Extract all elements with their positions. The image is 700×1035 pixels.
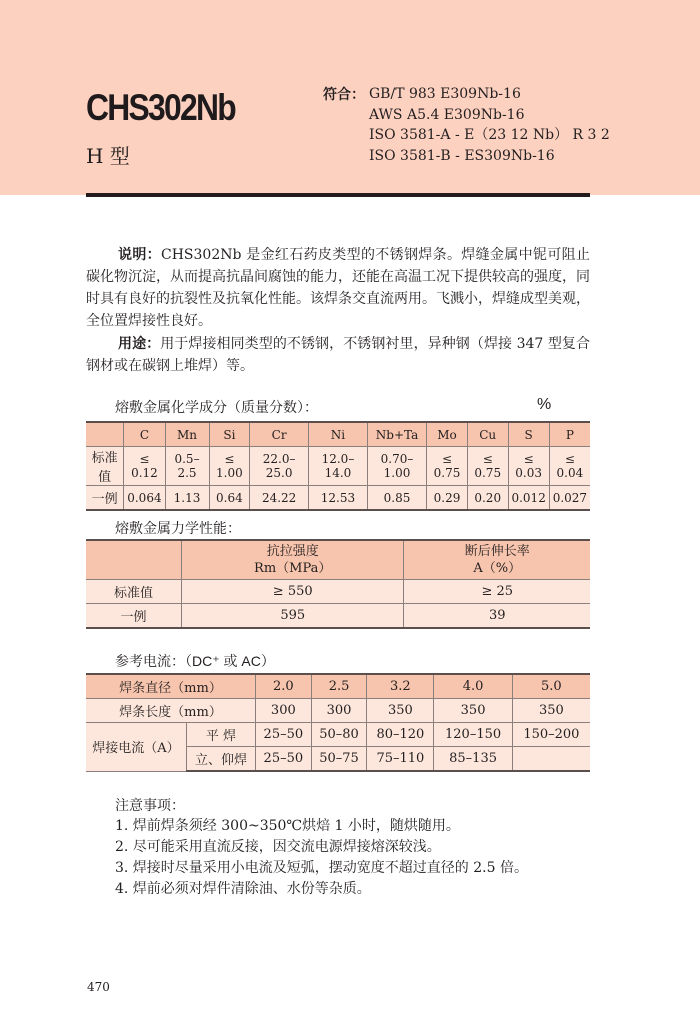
table-header-cell: Cu [467, 422, 508, 447]
table-cell: 50–75 [311, 747, 367, 772]
row-label: 标准值 [86, 580, 182, 604]
table-cell: 300 [311, 699, 367, 723]
standard-item: AWS A5.4 E309Nb-16 [369, 106, 525, 123]
table-cell: 595 [182, 604, 404, 629]
standard-item: ISO 3581-A - E（23 12 Nb） R 3 2 [369, 127, 610, 143]
table-cell: 0.5–2.5 [165, 447, 209, 486]
standard-item: ISO 3581-B - ES309Nb-16 [369, 147, 555, 164]
explain-paragraph [86, 243, 590, 332]
table-row [86, 580, 590, 604]
table-cell: 39 [404, 604, 590, 629]
mechanical-title: 熔敷金属力学性能： [115, 520, 241, 536]
mechanical-table [86, 539, 590, 629]
table-header-row [86, 674, 590, 699]
header-divider [86, 193, 590, 197]
table-cell: 0.64 [209, 486, 250, 511]
header-line: Rm（MPa） [254, 561, 332, 576]
table-header-cell: 4.0 [434, 674, 512, 699]
table-cell: 22.0–25.0 [250, 447, 309, 486]
table-cell: 12.0–14.0 [309, 447, 368, 486]
table-header-cell: 2.0 [256, 674, 312, 699]
table-cell: 350 [512, 699, 590, 723]
table-header-row [86, 422, 590, 447]
table-header-cell: Mo [427, 422, 468, 447]
header-line: 抗拉强度 [266, 544, 319, 559]
header-line: 断后伸长率 [464, 544, 530, 559]
usage-label: 用途： [118, 335, 161, 351]
chemical-table [86, 421, 590, 511]
table-row [86, 723, 590, 747]
table-cell: 24.22 [250, 486, 309, 511]
table-row [86, 604, 590, 629]
table-cell: 0.064 [124, 486, 165, 511]
table-header-cell: Si [209, 422, 250, 447]
table-header-row [86, 540, 590, 580]
table-cell: ≤ 0.75 [467, 447, 508, 486]
table-cell: 0.70–1.00 [367, 447, 426, 486]
row-label: 一例 [86, 604, 182, 629]
table-cell: 85–135 [434, 747, 512, 772]
page-number: 470 [87, 980, 110, 994]
table-cell: 0.85 [367, 486, 426, 511]
chemical-title: 熔敷金属化学成分（质量分数）： [115, 399, 318, 415]
chemical-unit: % [537, 396, 552, 413]
table-cell: 0.027 [549, 486, 590, 511]
note-item: 1. 焊前焊条须经 300~350℃烘焙 1 小时，随烘随用。 [115, 818, 460, 834]
table-header-cell [182, 540, 404, 580]
table-header-cell: S [508, 422, 549, 447]
table-header-cell: 5.0 [512, 674, 590, 699]
note-item: 3. 焊接时尽量采用小电流及短弧，摆动宽度不超过直径的 2.5 倍。 [115, 860, 528, 876]
table-cell: 0.29 [427, 486, 468, 511]
table-header-cell: P [549, 422, 590, 447]
current-title: 参考电流：（DC⁺ 或 AC） [115, 653, 275, 669]
table-cell: 25–50 [256, 723, 312, 747]
table-cell: ≥ 550 [182, 580, 404, 604]
table-cell: 0.20 [467, 486, 508, 511]
table-cell [86, 540, 182, 580]
table-header-cell: 3.2 [367, 674, 434, 699]
table-cell [512, 747, 590, 772]
usage-paragraph [86, 332, 590, 377]
table-header-cell: Cr [250, 422, 309, 447]
standards-label: 符合： [323, 86, 365, 102]
row-label: 一例 [86, 486, 124, 511]
table-cell: 0.012 [508, 486, 549, 511]
table-header-cell [404, 540, 590, 580]
table-header-cell: Nb+Ta [367, 422, 426, 447]
table-cell: 12.53 [309, 486, 368, 511]
table-cell: ≤ 0.12 [124, 447, 165, 486]
description [86, 243, 590, 377]
table-cell: 150–200 [512, 723, 590, 747]
notes [115, 795, 528, 900]
table-cell: 350 [434, 699, 512, 723]
table-cell: 75–110 [367, 747, 434, 772]
note-item: 2. 尽可能采用直流反接，因交流电源焊接熔深较浅。 [115, 839, 441, 855]
table-header-cell: 2.5 [311, 674, 367, 699]
row-label: 标准值 [86, 447, 124, 486]
usage-text: 用于焊接相同类型的不锈钢，不锈钢衬里，异种钢（焊接 347 型复合钢材或在碳钢上堆焊）等。 [86, 336, 591, 374]
product-title: CHS302Nb [86, 87, 235, 128]
table-cell: 80–120 [367, 723, 434, 747]
standard-item: GB/T 983 E309Nb-16 [369, 86, 521, 102]
table-row [86, 447, 590, 486]
row-sublabel: 立、仰焊 [187, 747, 256, 772]
row-label: 焊接电流（A） [86, 723, 187, 772]
table-row [86, 699, 590, 723]
current-table [86, 673, 590, 772]
table-cell: 120–150 [434, 723, 512, 747]
table-cell: 1.13 [165, 486, 209, 511]
table-cell: 25–50 [256, 747, 312, 772]
table-cell: 300 [256, 699, 312, 723]
header-line: A（%） [473, 561, 522, 576]
standards-list [369, 84, 610, 166]
table-cell: ≥ 25 [404, 580, 590, 604]
row-label: 焊条直径（mm） [86, 674, 256, 699]
row-sublabel: 平 焊 [187, 723, 256, 747]
table-cell: ≤ 0.04 [549, 447, 590, 486]
table-cell: ≤ 0.75 [427, 447, 468, 486]
table-cell: ≤ 0.03 [508, 447, 549, 486]
table-cell: 50–80 [311, 723, 367, 747]
product-type: H 型 [86, 144, 130, 168]
explain-label: 说明： [118, 246, 162, 262]
table-header-cell: Ni [309, 422, 368, 447]
table-header-cell: C [124, 422, 165, 447]
table-cell: ≤ 1.00 [209, 447, 250, 486]
table-cell [86, 422, 124, 447]
explain-text: CHS302Nb 是金红石药皮类型的不锈钢焊条。焊缝金属中铌可阻止碳化物沉淀，从而提高抗晶间腐蚀的能力，还能在高温工况下提供较高的强度，同时具有良好的抗裂性及抗氧化性能。该焊条交直流两用。飞溅小，焊缝成型美观，全位置焊接性良好。 [86, 247, 590, 329]
table-header-cell: Mn [165, 422, 209, 447]
notes-title: 注意事项： [115, 797, 185, 813]
table-cell: 350 [367, 699, 434, 723]
note-item: 4. 焊前必须对焊件清除油、水份等杂质。 [115, 881, 371, 897]
row-label: 焊条长度（mm） [86, 699, 256, 723]
table-row [86, 486, 590, 511]
